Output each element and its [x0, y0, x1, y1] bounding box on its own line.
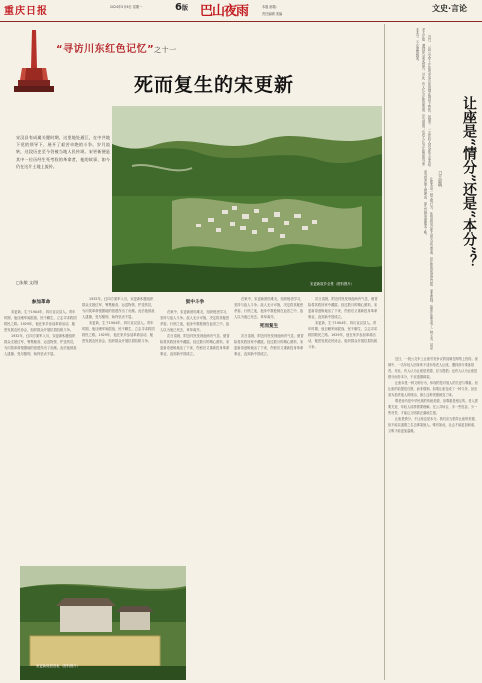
story-paragraph: 1932年，红四方面军入川，宋更新积极组织群众支援红军，筹集粮食、运送物资、护送伤员，为川陕革命根据地的创建作出了贡献。此后他被敌人逮捕，受尽酷刑，始终坚贞不屈。 [82, 297, 155, 319]
page-number-unit: 版 [181, 5, 188, 12]
newspaper-logo: 重庆日报 [4, 6, 48, 17]
story-column-2 [82, 296, 156, 558]
story-column-4 [234, 296, 304, 680]
subhead-join-revolution: 参加革命 [31, 300, 51, 305]
issue-date: 2024年5月6日 星期一 [110, 5, 143, 9]
column-divider [384, 24, 385, 680]
series-title [56, 40, 177, 55]
column-name: 文史·言论 [432, 4, 468, 13]
story-lead: 宋汉县有成属关键时期，这里地处通江，在中共地下党的领导下，展开了艰苦卓绝的斗争。岁月流转，这段历史至今仍被当地人民传颂。宋更新便是其中一位历经生死考验的革命者，他的故事，如今仍在这片土地上流传。 [16, 135, 110, 169]
story-paragraph: 在狱中，宋更新团结难友，组织秘密学习，坚持与敌人斗争。敌人无计可施，决定将其秘密杀害。行刑之夜，他身中数枪倒在血泊之中，敌人以为他已死去，草草离开。 [160, 310, 230, 332]
subhead-prison-struggle: 狱中斗争 [185, 300, 205, 305]
landscape-photo [112, 106, 382, 292]
story-paragraph: 宋更新，生于1904年，四川宣汉县人。青年时期，他目睹军阀混战、民不聊生，立志寻求救国救民之路。1929年，他在家乡参加革命活动，秘密发展农民协会，组织群众开展抗捐抗税斗争。 [4, 310, 77, 332]
subhead-revival: 死而复生 [259, 324, 279, 329]
story-paragraph: 宋更新，生于1904年，四川宣汉县人。青年时期，他目睹军阀混战、民不聊生，立志寻求救国救民之路。1929年，他在家乡参加革命活动，秘密发展农民协会，组织群众开展抗捐抗税斗争。 [82, 321, 155, 343]
commentary-bottom-block [388, 356, 478, 680]
commentary-headline: 让座是“情分”还是“本分”？ [461, 96, 477, 269]
series-emblem [4, 28, 64, 100]
story-headline: 死而复生的宋更新 [134, 74, 295, 96]
story-paragraph: 次日清晨，附近村民发现他尚有气息，便冒险将其救回家中藏匿。经过数月的精心照料，宋更新奇迹般地活了下来，伤愈后又重新投身革命事业，直到新中国成立。 [234, 334, 304, 356]
commentary-paragraph: 让座是情分，不让座也是本分。我们应当倡导让座的美德，但不能以道德之名去绑架他人。唯有如此，社会才能更加和谐，文明才能更加温暖。 [388, 417, 478, 433]
commentary-author: □王思明 [438, 170, 443, 187]
landscape-photo-image [112, 106, 382, 292]
commentary-top-left-block [388, 28, 432, 168]
series-title-text: “寻访川东红色记忆” [56, 44, 155, 55]
editor-line: 本版 邮箱： [262, 5, 279, 9]
commentary-paragraph: 让座本是一种文明行为，体现的是对他人的关爱与尊重。但让座的前提是自愿，而非强制。如果让座变成了一种义务，甚至成为指责他人的理由，那么这种美德就变了味。 [388, 381, 478, 397]
commentary-paragraph: 近日，一段公交车上让座引发争议的视频在网络上热传。视频中，一名年轻人因身体不适未给老人让座，遭到部分乘客指责。对此，有人认为让座是美德，应当提倡；也有人认为让座是情分而非本分，不应道德绑架。 [388, 357, 478, 379]
page-number-value: 6 [175, 2, 182, 13]
editor-line-2: 责任编辑 美编 [262, 12, 283, 16]
masthead [0, 0, 482, 22]
series-number: 之十一 [154, 46, 177, 54]
landscape-photo-caption: 宋更新故乡全景（资料图片） [310, 282, 355, 286]
story-paragraph: 在狱中，宋更新团结难友，组织秘密学习，坚持与敌人斗争。敌人无计可施，决定将其秘密杀害。行刑之夜，他身中数枪倒在血泊之中，敌人以为他已死去，草草离开。 [234, 297, 304, 319]
story-paragraph: 1932年，红四方面军入川，宋更新积极组织群众支援红军，筹集粮食、运送物资、护送伤员，为川陕革命根据地的创建作出了贡献。此后他被敌人逮捕，受尽酷刑，始终坚贞不屈。 [4, 334, 77, 356]
section-name: 巴山夜雨 [200, 4, 249, 19]
commentary-paragraph: 让座本是一种文明行为，体现的是对他人的关爱与尊重。但让座的前提是自愿，而非强制。如果让座变成了一种义务，甚至成为指责他人的理由，那么这种美德就变了味。 [423, 170, 433, 350]
masthead-rule [0, 21, 482, 22]
commentary-paragraph: 近日，一段公交车上让座引发争议的视频在网络上热传。视频中，一名年轻人因身体不适未给老人让座，遭到部分乘客指责。对此，有人认为让座是美德，应当提倡；也有人认为让座是情分而非本分，不应道德绑架。 [415, 28, 431, 167]
story-paragraph: 次日清晨，附近村民发现他尚有气息，便冒险将其救回家中藏匿。经过数月的精心照料，宋更新奇迹般地活了下来，伤愈后又重新投身革命事业，直到新中国成立。 [308, 297, 378, 319]
story-byline: □朱敏 文/图 [16, 280, 39, 285]
commentary-middle-block [388, 170, 434, 350]
former-residence-photo-caption: 宋更新故居旧址（资料图片） [36, 664, 81, 668]
story-paragraph: 次日清晨，附近村民发现他尚有气息，便冒险将其救回家中藏匿。经过数月的精心照料，宋更新奇迹般地活了下来，伤愈后又重新投身革命事业，直到新中国成立。 [160, 334, 230, 356]
commentary-paragraph: 尊老爱幼是中华民族的传统美德，但尊重是相互的。老人需要关爱，年轻人同样需要理解。在公共场合，多一些包容，少一些苛责，才能让文明真正落地生根。 [388, 399, 478, 415]
monument-icon [14, 28, 54, 98]
story-column-5 [308, 296, 378, 680]
story-paragraph: 宋更新，生于1904年，四川宣汉县人。青年时期，他目睹军阀混战、民不聊生，立志寻求救国救民之路。1929年，他在家乡参加革命活动，秘密发展农民协会，组织群众开展抗捐抗税斗争。 [308, 321, 378, 349]
page-number [175, 2, 188, 13]
